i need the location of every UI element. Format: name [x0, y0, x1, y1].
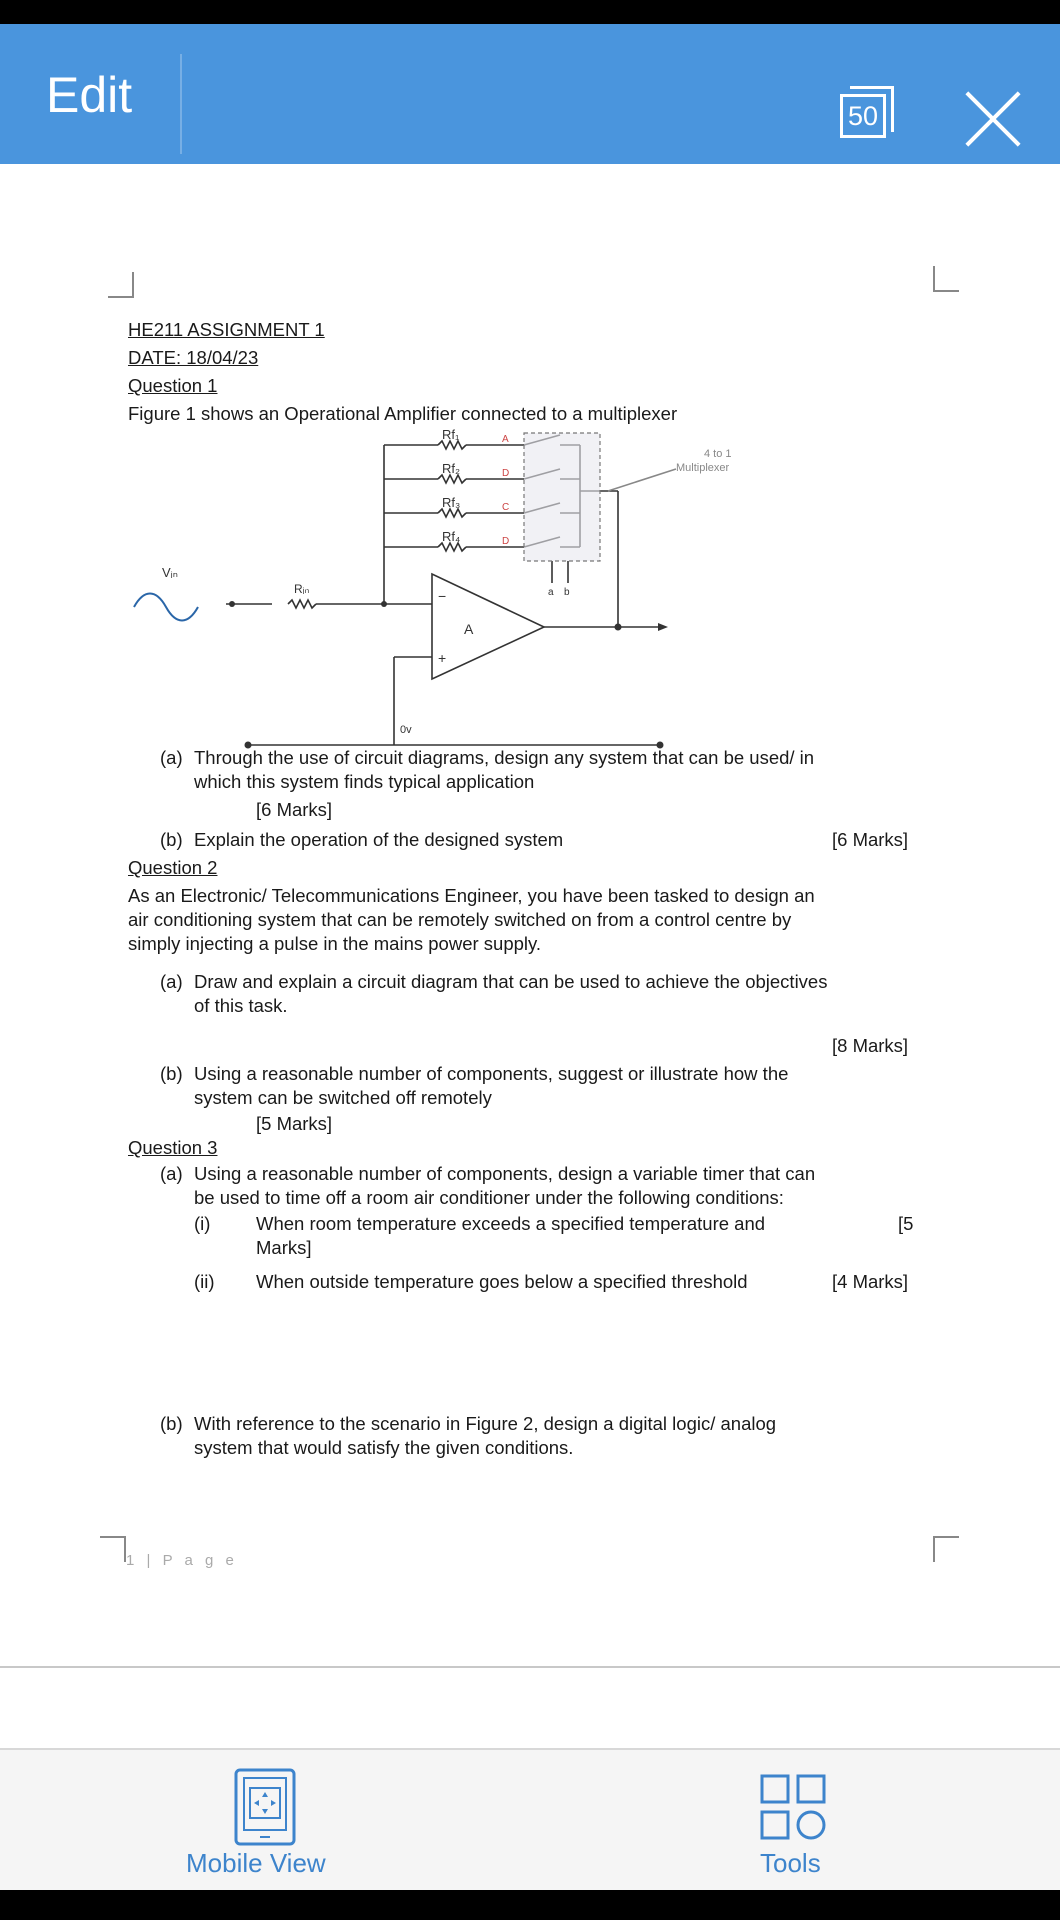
q3-i-label: (i) [194, 1213, 211, 1234]
q2-b-marks: [5 Marks] [256, 1113, 333, 1134]
q2-b-line1: Using a reasonable number of components, suggest or illustrate how the [194, 1063, 789, 1084]
q3-i-marks-start: [5 [898, 1213, 914, 1234]
select-a-label: a [548, 587, 554, 598]
q3-b-label: (b) [160, 1413, 183, 1434]
q3-a-label: (a) [160, 1163, 183, 1184]
question-3-heading: Question 3 [128, 1137, 218, 1158]
document-page[interactable] [0, 164, 1060, 1664]
channel-a-label: A [502, 434, 509, 445]
status-bar [0, 0, 1060, 24]
q2-a-label: (a) [160, 971, 183, 992]
channel-b-label: D [502, 468, 510, 479]
amp-label: A [464, 621, 474, 637]
q3-ii-marks: [4 Marks] [832, 1271, 909, 1292]
q3-i-line1: When room temperature exceeds a specified temperature and [256, 1213, 766, 1234]
tools-label: Tools [760, 1848, 821, 1878]
q3-i-line2: Marks] [256, 1237, 312, 1258]
page-end-divider [0, 1666, 1060, 1668]
page-count-label: 50 [840, 94, 886, 138]
q2-line2: air conditioning system that can be remotely switched on from a control centre by [128, 909, 792, 930]
header-divider [180, 54, 182, 154]
mux-label-line2: Multiplexer [676, 462, 730, 474]
figure-1-circuit [120, 429, 800, 749]
ground-label: 0v [400, 724, 412, 736]
q1-a-marks: [6 Marks] [256, 799, 333, 820]
page-count-button[interactable] [840, 80, 910, 144]
question-1-heading: Question 1 [128, 375, 218, 396]
inverting-input-label: − [438, 588, 447, 604]
rf4-label: Rf₄ [442, 529, 461, 544]
q1-a-label: (a) [160, 747, 183, 768]
q3-a-line1: Using a reasonable number of components, design a variable timer that can [194, 1163, 816, 1184]
q3-b-line1: With reference to the scenario in Figure 2, design a digital logic/ analog [194, 1413, 777, 1434]
q2-line1: As an Electronic/ Telecommunications Engineer, you have been tasked to design an [128, 885, 815, 906]
edit-button[interactable]: Edit [46, 67, 133, 123]
system-nav-bar [0, 1890, 1060, 1920]
select-b-label: b [564, 587, 570, 598]
q1-b-marks: [6 Marks] [832, 829, 909, 850]
mobile-view-icon [234, 1768, 296, 1846]
channel-c-label: C [502, 502, 510, 513]
rf3-label: Rf₃ [442, 495, 461, 510]
page-footer: 1 | P a g e [126, 1552, 238, 1569]
question-2-heading: Question 2 [128, 857, 218, 878]
q1-a-line2: which this system finds typical application [194, 771, 535, 792]
mobile-view-button[interactable] [170, 1760, 360, 1886]
q2-a-line2: of this task. [194, 995, 288, 1016]
q1-b-label: (b) [160, 829, 183, 850]
non-inverting-input-label: + [438, 650, 447, 666]
q2-line3: simply injecting a pulse in the mains power supply. [128, 933, 542, 954]
tools-icon [760, 1774, 828, 1842]
q2-b-line2: system can be switched off remotely [194, 1087, 492, 1108]
q3-ii-label: (ii) [194, 1271, 215, 1292]
doc-title: HE211 ASSIGNMENT 1 [128, 319, 325, 340]
rin-label: Rᵢₙ [294, 582, 310, 596]
q1-b-text: Explain the operation of the designed system [194, 829, 564, 850]
tools-button[interactable] [730, 1760, 860, 1886]
q3-b-line2: system that would satisfy the given conditions. [194, 1437, 574, 1458]
q2-a-marks: [8 Marks] [832, 1035, 909, 1056]
vin-label: Vᵢₙ [162, 565, 178, 580]
app-header [0, 24, 1060, 164]
close-icon[interactable] [962, 88, 1024, 150]
crop-mark-top-left [108, 272, 134, 298]
rf1-label: Rf₁ [442, 429, 460, 442]
crop-mark-bottom-right [933, 1536, 959, 1562]
crop-mark-bottom-left [100, 1536, 126, 1562]
q1-a-line1: Through the use of circuit diagrams, design any system that can be used/ in [194, 747, 815, 768]
q3-a-line2: be used to time off a room air conditioner under the following conditions: [194, 1187, 784, 1208]
mobile-view-label: Mobile View [186, 1848, 326, 1878]
q2-b-label: (b) [160, 1063, 183, 1084]
channel-d-label: D [502, 536, 510, 547]
question-1-intro: Figure 1 shows an Operational Amplifier connected to a multiplexer [128, 403, 678, 424]
doc-date: DATE: 18/04/23 [128, 347, 259, 368]
mux-label-line1: 4 to 1 [704, 448, 732, 460]
page-stack-icon [850, 86, 894, 89]
q3-ii-text: When outside temperature goes below a specified threshold [256, 1271, 748, 1292]
q2-a-line1: Draw and explain a circuit diagram that can be used to achieve the objectives [194, 971, 828, 992]
rf2-label: Rf₂ [442, 461, 461, 476]
crop-mark-top-right [933, 266, 959, 292]
bottom-toolbar [0, 1748, 1060, 1892]
